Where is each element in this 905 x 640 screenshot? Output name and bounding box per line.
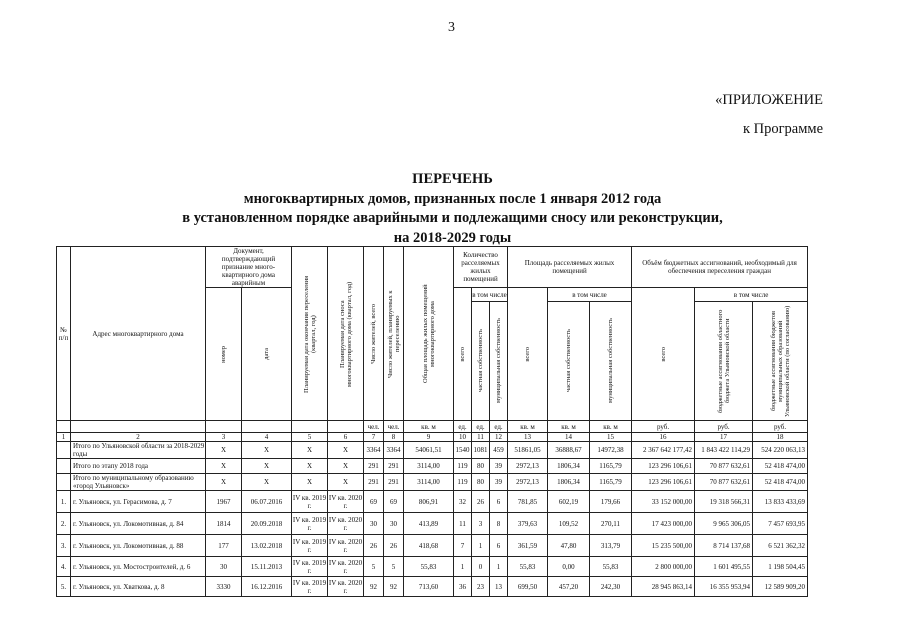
title-line-4: на 2018-2029 годы: [393, 229, 512, 246]
row-budget-regional: 9 965 306,05: [695, 513, 753, 535]
row-area-all: 2972,13: [508, 459, 548, 474]
header-area-municipal: муниципальная собственность: [607, 318, 615, 404]
row-address: г. Ульяновск, ул. Локомотивная, д. 88: [71, 535, 206, 557]
row-area-municipal: 179,66: [590, 491, 632, 513]
row-planned-demolish: IV кв. 2020 г.: [328, 491, 364, 513]
row-area-all: 781,85: [508, 491, 548, 513]
row-planned-end: IV кв. 2019 г.: [292, 513, 328, 535]
row-area-municipal: 14972,38: [590, 442, 632, 459]
row-rooms-municipal: 8: [490, 513, 508, 535]
row-area-municipal: 55,83: [590, 557, 632, 577]
column-number: 14: [548, 433, 590, 442]
row-planned-demolish: X: [328, 474, 364, 491]
row-area-municipal: 1165,79: [590, 474, 632, 491]
row-planned-end: IV кв. 2019 г.: [292, 578, 327, 595]
row-doc-number: 1967: [206, 491, 242, 513]
row-total-area: 3114,00: [404, 474, 454, 491]
row-area-municipal: 242,30: [590, 577, 632, 597]
unit-cell: руб.: [632, 421, 695, 433]
header-budget: Объём бюджетных ассигнований, необходимый для обеспечения переселения граждан: [632, 247, 808, 288]
table-row: [57, 442, 808, 459]
row-rooms-all: 1: [454, 557, 472, 577]
row-budget-municipal: 6 521 362,32: [753, 535, 808, 557]
row-area-private: 602,19: [548, 491, 590, 513]
row-planned-demolish: IV кв. 2020 г.: [328, 535, 364, 557]
row-rooms-all: 1540: [454, 442, 472, 459]
row-budget-all: 2 367 642 177,42: [632, 442, 695, 459]
row-area-all: 361,59: [508, 535, 548, 557]
program-label: к Программе: [742, 121, 823, 137]
unit-cell: чел.: [364, 421, 384, 433]
row-planned-end: X: [292, 474, 328, 491]
unit-cell: ед.: [472, 421, 490, 433]
row-number: 2.: [57, 513, 71, 535]
row-rooms-all: 7: [454, 535, 472, 557]
row-doc-date: 06.07.2016: [242, 491, 292, 513]
header-budget-in-number: в том числе: [695, 288, 808, 302]
row-residents-total: 291: [364, 459, 384, 474]
row-budget-all: 15 235 500,00: [632, 535, 695, 557]
table-row: [57, 557, 808, 577]
row-residents-total: 3364: [364, 442, 384, 459]
row-planned-demolish: X: [328, 459, 364, 474]
row-planned-demolish: IV кв. 2020 г.: [328, 558, 363, 575]
column-number: 3: [206, 433, 242, 442]
unit-cell: кв. м: [590, 421, 632, 433]
row-area-all: 55,83: [508, 557, 548, 577]
table-row: [57, 459, 808, 474]
header-address: Адрес многоквартирного дома: [71, 247, 206, 421]
header-rooms-all: всего: [459, 346, 466, 362]
row-budget-municipal: 52 418 474,00: [753, 459, 808, 474]
housing-table: [56, 246, 808, 597]
header-total-area: Общая площадь жилых помещений многоквартирного дома: [421, 284, 436, 383]
row-residents-planned: 69: [384, 491, 404, 513]
row-planned-demolish: X: [328, 442, 364, 459]
title-line-1: ПЕРЕЧЕНЬ: [412, 171, 493, 187]
row-budget-regional: 1 601 495,55: [695, 557, 753, 577]
column-number: 13: [508, 433, 548, 442]
unit-cell: руб.: [753, 421, 808, 433]
row-rooms-private: 80: [472, 459, 490, 474]
row-area-private: 1806,34: [548, 474, 590, 491]
row-budget-all: 17 423 000,00: [632, 513, 695, 535]
header-planned-end: Планируемая дата окончания переселения (квартал, год): [302, 274, 317, 393]
row-budget-municipal: 13 833 433,69: [753, 491, 808, 513]
title-line-3: в установленном порядке аварийными и подлежащими сносу или реконструкции,: [182, 210, 723, 226]
row-rooms-municipal: 39: [490, 474, 508, 491]
page-number: 3: [448, 20, 455, 35]
row-total-area: 54061,51: [404, 442, 454, 459]
row-area-private: 457,20: [548, 577, 590, 597]
row-doc-number: 3330: [206, 577, 242, 597]
column-number: 1: [57, 433, 71, 442]
row-rooms-private: 3: [472, 513, 490, 535]
row-area-all: 2972,13: [508, 474, 548, 491]
row-area-all: 379,63: [508, 513, 548, 535]
column-number: 17: [695, 433, 753, 442]
row-budget-municipal: 12 589 909,20: [753, 577, 808, 597]
row-rooms-private: 1081: [472, 442, 490, 459]
row-doc-date: X: [242, 442, 292, 459]
row-residents-total: 26: [364, 535, 384, 557]
row-doc-date: 20.09.2018: [242, 513, 292, 535]
row-address: г. Ульяновск, ул. Мостостроителей, д. 6: [71, 557, 206, 577]
row-rooms-municipal: 39: [490, 459, 508, 474]
unit-cell: ед.: [490, 421, 508, 433]
row-rooms-all: 32: [454, 491, 472, 513]
row-rooms-municipal: 1: [490, 557, 508, 577]
row-budget-regional: 8 714 137,68: [695, 535, 753, 557]
row-doc-date: X: [242, 474, 292, 491]
row-rooms-municipal: 459: [490, 442, 508, 459]
row-planned-end: X: [292, 459, 328, 474]
column-number: 10: [454, 433, 472, 442]
row-rooms-private: 80: [472, 474, 490, 491]
column-number: 18: [753, 433, 808, 442]
header-area-in-number: в том числе: [548, 288, 632, 302]
header-doc-date: дата: [263, 348, 270, 360]
row-total-area: 55,83: [404, 557, 454, 577]
table-row: [57, 535, 808, 557]
row-number: 4.: [57, 557, 71, 577]
row-rooms-all: 11: [454, 513, 472, 535]
row-planned-end: X: [292, 442, 328, 459]
row-number: [57, 442, 71, 459]
row-number: [57, 459, 71, 474]
row-residents-planned: 92: [384, 577, 404, 597]
row-residents-total: 291: [364, 474, 384, 491]
row-residents-planned: 26: [384, 535, 404, 557]
row-residents-planned: 291: [384, 474, 404, 491]
row-planned-demolish: IV кв. 2020 г.: [328, 578, 363, 595]
unit-cell: руб.: [695, 421, 753, 433]
row-residents-planned: 3364: [384, 442, 404, 459]
column-number: 15: [590, 433, 632, 442]
row-residents-total: 92: [364, 577, 384, 597]
column-number: 6: [328, 433, 364, 442]
row-rooms-private: 26: [472, 491, 490, 513]
row-budget-municipal: 1 198 504,45: [753, 557, 808, 577]
row-residents-total: 69: [364, 491, 384, 513]
row-total-area: 713,60: [404, 577, 454, 597]
row-rooms-private: 0: [472, 557, 490, 577]
unit-cell: кв. м: [404, 421, 454, 433]
header-area-rooms: Площадь расселяемых жилых помещений: [508, 247, 632, 288]
row-budget-regional: 19 318 566,31: [695, 491, 753, 513]
row-residents-planned: 291: [384, 459, 404, 474]
column-number: 8: [384, 433, 404, 442]
row-address: г. Ульяновск, ул. Локомотивная, д. 84: [71, 513, 206, 535]
title-line-2: многоквартирных домов, признанных после 1 января 2012 года: [243, 190, 662, 207]
table-row: [57, 513, 808, 535]
header-budget-all: всего: [659, 346, 667, 362]
row-budget-regional: 16 355 953,94: [695, 577, 753, 597]
row-area-all: 51861,05: [508, 442, 548, 459]
row-area-private: 47,80: [548, 535, 590, 557]
column-number: 2: [71, 433, 206, 442]
row-doc-date: 16.12.2016: [242, 577, 292, 597]
row-budget-regional: 70 877 632,61: [695, 459, 753, 474]
row-rooms-all: 119: [454, 459, 472, 474]
row-budget-municipal: 524 220 063,13: [753, 442, 808, 459]
row-rooms-all: 119: [454, 474, 472, 491]
row-budget-municipal: 7 457 693,95: [753, 513, 808, 535]
column-number: 7: [364, 433, 384, 442]
row-doc-date: 15.11.2013: [242, 557, 292, 577]
row-budget-regional: 1 843 422 114,29: [695, 442, 753, 459]
row-area-private: 0,00: [548, 557, 590, 577]
row-address: Итого по этапу 2018 года: [71, 459, 206, 474]
unit-cell: кв. м: [548, 421, 590, 433]
header-residents-total: Число жителей, всего: [370, 303, 377, 364]
row-budget-all: 123 296 106,61: [632, 474, 695, 491]
header-area-all: всего: [524, 346, 532, 362]
header-doc: Документ, подтверждающий признание много-квартирного дома аварийным: [206, 247, 292, 288]
row-area-private: 1806,34: [548, 459, 590, 474]
row-total-area: 418,68: [404, 535, 454, 557]
row-area-municipal: 313,79: [590, 535, 632, 557]
row-doc-number: 1814: [206, 513, 242, 535]
row-residents-planned: 5: [384, 557, 404, 577]
row-residents-planned: 30: [384, 513, 404, 535]
row-budget-all: 123 296 106,61: [632, 459, 695, 474]
header-qty-rooms: Количество расселяемых жилых помещений: [454, 247, 508, 288]
row-planned-end: IV кв. 2019 г.: [292, 535, 328, 557]
column-number: 12: [490, 433, 508, 442]
row-planned-end: IV кв. 2019 г.: [292, 558, 327, 575]
row-doc-number: 30: [206, 557, 242, 577]
row-total-area: 3114,00: [404, 459, 454, 474]
row-doc-number: 177: [206, 535, 242, 557]
row-address: г. Ульяновск, ул. Герасимова, д. 7: [71, 491, 206, 513]
row-planned-end: IV кв. 2019 г.: [292, 491, 328, 513]
document-title: [0, 170, 905, 248]
row-rooms-municipal: 6: [490, 535, 508, 557]
row-area-municipal: 1165,79: [590, 459, 632, 474]
header-budget-municipal: бюджетные ассигнования бюджетов муниципальных образований Ульяновской области (по согласованию): [769, 305, 791, 417]
header-rooms-municipal: муниципальная собственность: [495, 318, 502, 404]
row-residents-total: 30: [364, 513, 384, 535]
row-number: 3.: [57, 535, 71, 557]
row-doc-number: X: [206, 474, 242, 491]
header-residents-planned: Число жителей, планируемых к переселению: [386, 289, 401, 378]
row-number: 5.: [57, 577, 71, 597]
row-rooms-private: 23: [472, 577, 490, 597]
row-area-municipal: 270,11: [590, 513, 632, 535]
header-rooms-private: частная собственность: [477, 329, 484, 393]
row-budget-regional: 70 877 632,61: [695, 474, 753, 491]
row-address: Итого по Ульяновской области за 2018-2029 годы: [71, 442, 206, 459]
header-budget-regional: бюджетные ассигнования областного бюджета Ульяновской области: [716, 309, 731, 413]
table-row: [57, 491, 808, 513]
row-doc-number: X: [206, 459, 242, 474]
row-residents-total: 5: [364, 557, 384, 577]
row-budget-all: 28 945 863,14: [632, 577, 695, 597]
header-num: № п/п: [57, 247, 71, 421]
unit-cell: кв. м: [508, 421, 548, 433]
row-total-area: 413,89: [404, 513, 454, 535]
row-rooms-municipal: 13: [490, 577, 508, 597]
unit-cell: ед.: [454, 421, 472, 433]
row-rooms-private: 1: [472, 535, 490, 557]
row-doc-number: X: [206, 442, 242, 459]
row-area-all: 699,50: [508, 577, 548, 597]
row-rooms-all: 36: [454, 577, 472, 597]
row-planned-demolish: IV кв. 2020 г.: [328, 513, 364, 535]
unit-cell: чел.: [384, 421, 404, 433]
row-number: 1.: [57, 491, 71, 513]
header-planned-demolish: Планируемая дата сноса многоквартирного дома (квартал, год): [338, 280, 353, 387]
column-number: 5: [292, 433, 328, 442]
column-number: 11: [472, 433, 490, 442]
row-total-area: 806,91: [404, 491, 454, 513]
header-doc-number: номер: [220, 345, 227, 363]
column-number: 9: [404, 433, 454, 442]
table-row: [57, 577, 808, 597]
row-address: Итого по муниципальному образованию «город Ульяновск»: [71, 474, 206, 491]
row-budget-all: 2 800 000,00: [632, 557, 695, 577]
table-row: [57, 474, 808, 491]
row-area-private: 36888,67: [548, 442, 590, 459]
row-budget-municipal: 52 418 474,00: [753, 474, 808, 491]
row-rooms-municipal: 6: [490, 491, 508, 513]
column-number: 4: [242, 433, 292, 442]
row-budget-all: 33 152 000,00: [632, 491, 695, 513]
row-area-private: 109,52: [548, 513, 590, 535]
header-rooms-in-number: в том числе: [472, 288, 508, 302]
row-number: [57, 474, 71, 491]
row-doc-date: 13.02.2018: [242, 535, 292, 557]
header-area-private: частная собственность: [565, 329, 573, 393]
column-number: 16: [632, 433, 695, 442]
appendix-label: «ПРИЛОЖЕНИЕ: [715, 92, 823, 108]
row-address: г. Ульяновск, ул. Хваткова, д. 8: [71, 577, 206, 597]
row-doc-date: X: [242, 459, 292, 474]
